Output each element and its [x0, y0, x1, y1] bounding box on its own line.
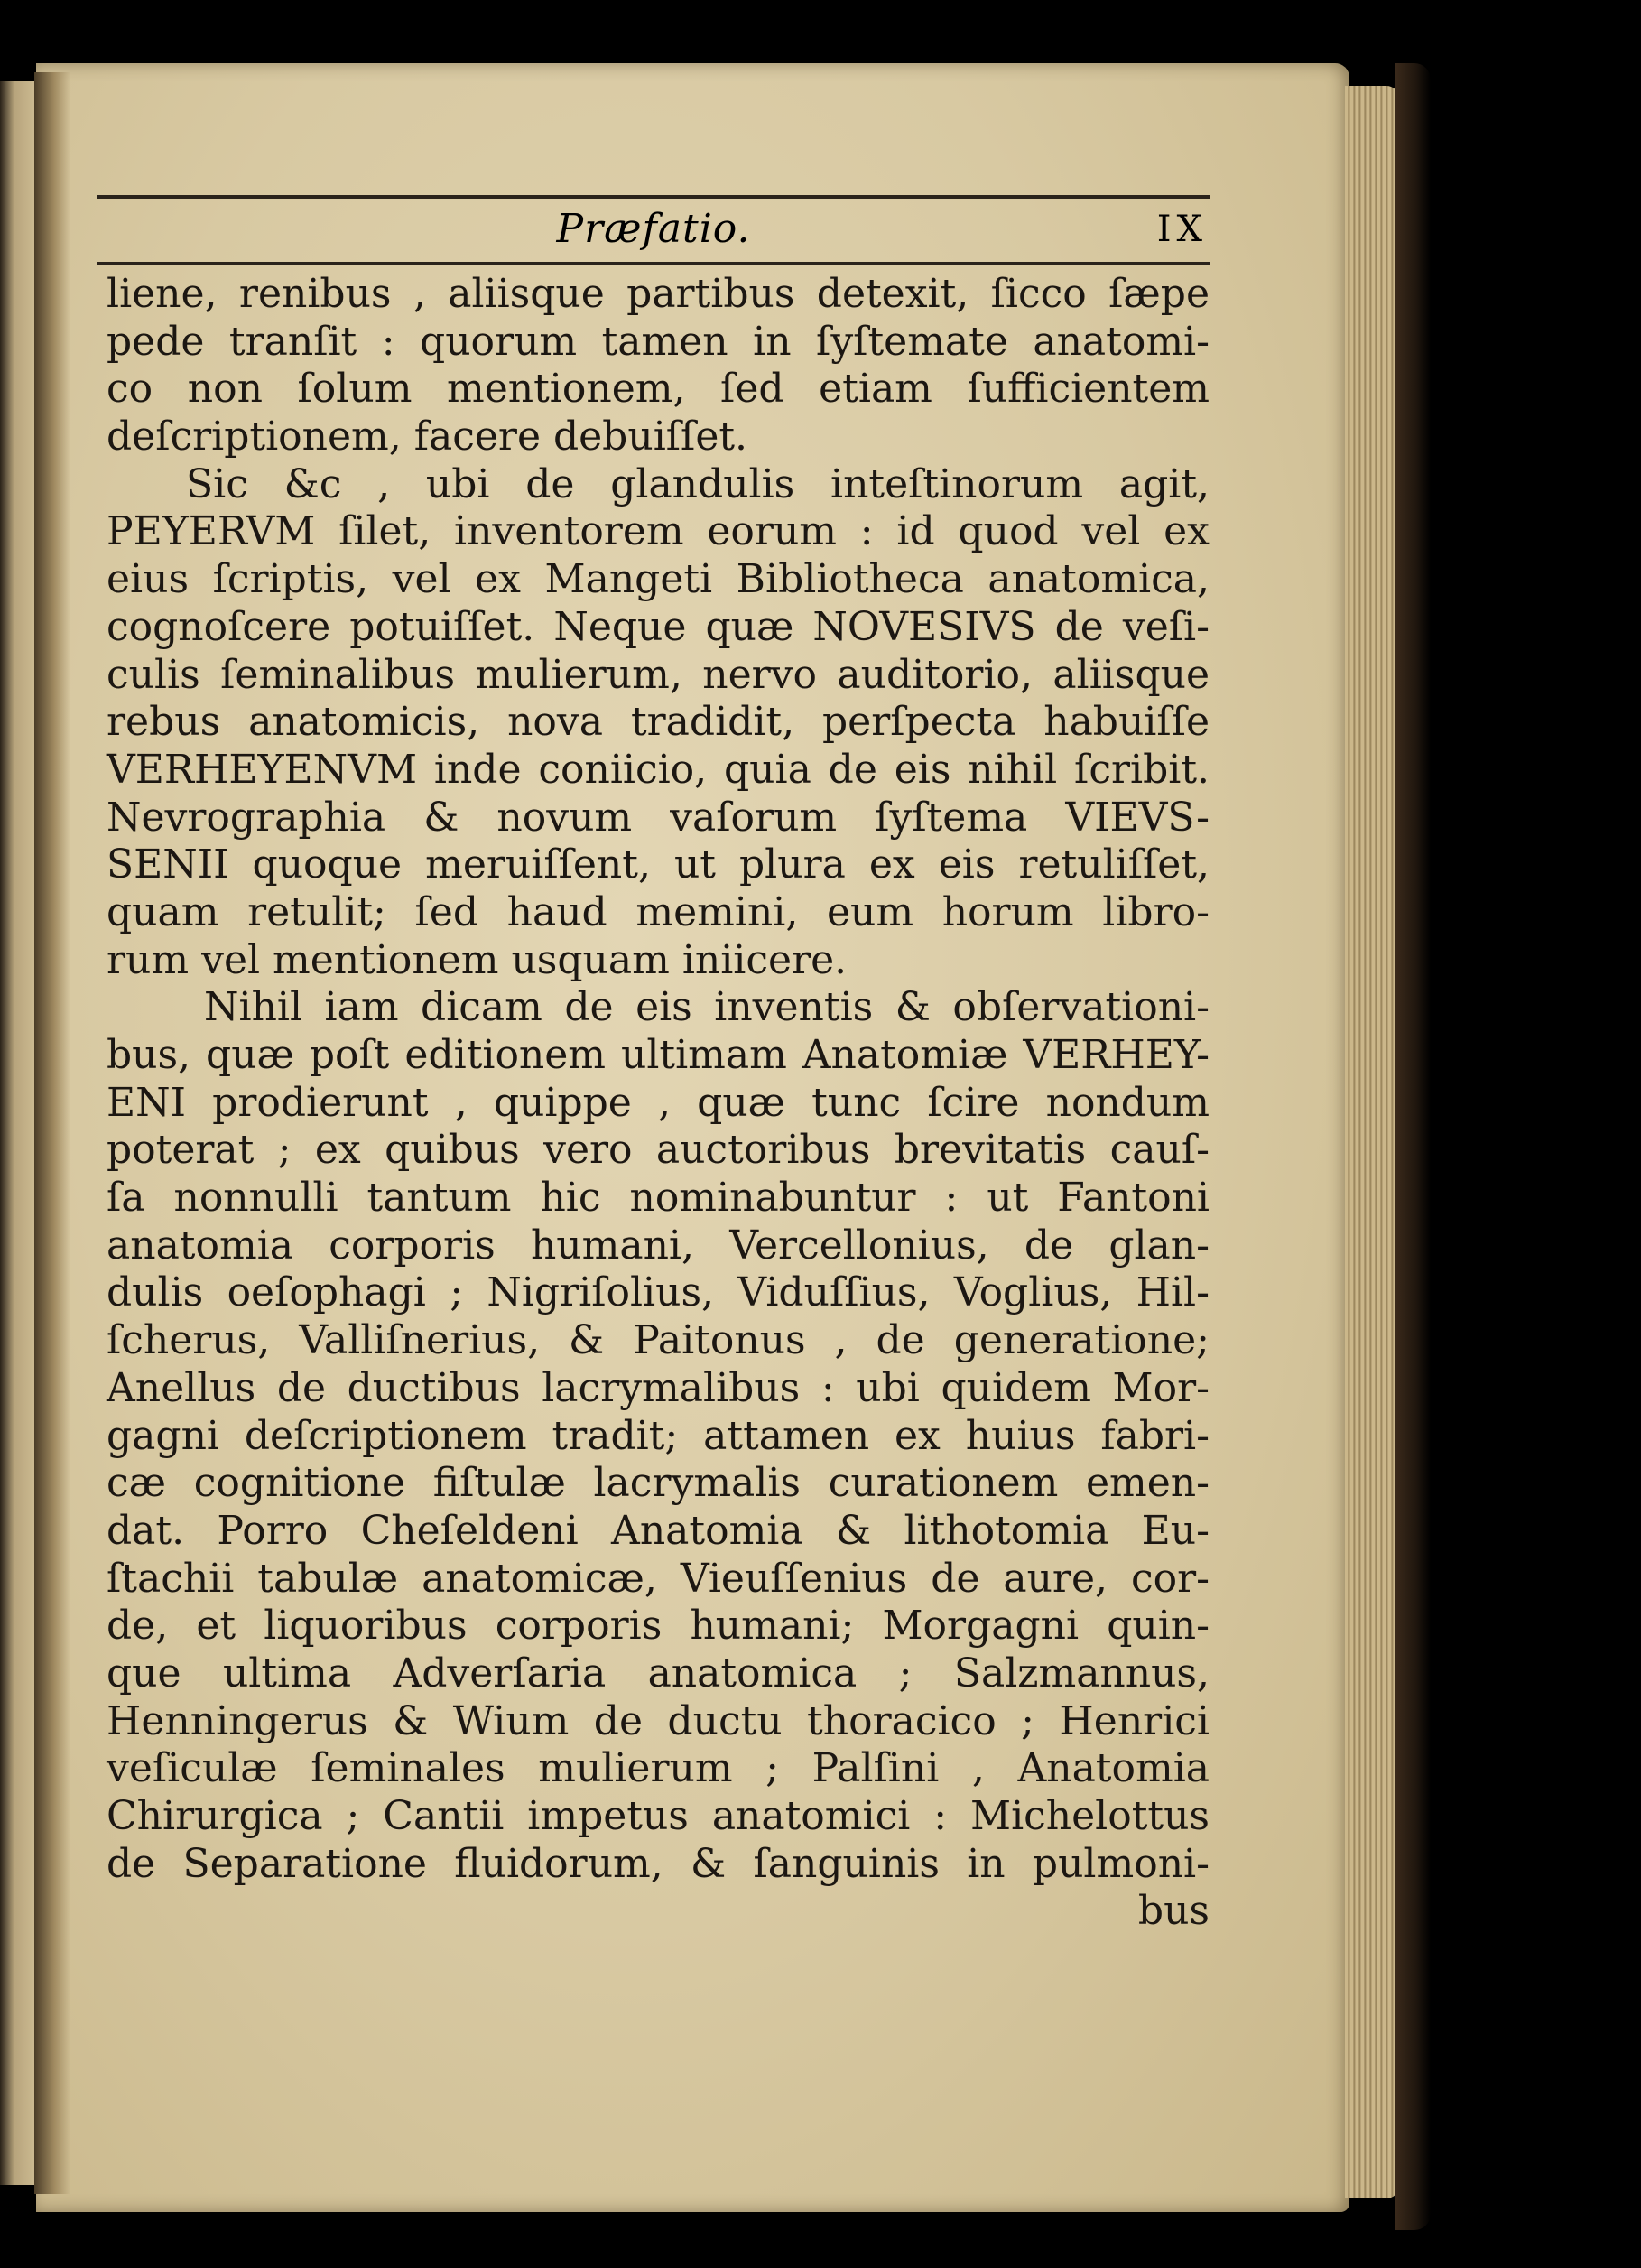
body-text: [107, 271, 1210, 1936]
page-stack-edges: [1345, 86, 1399, 2198]
text-line: eius ſcriptis, vel ex Mangeti Bibliotheca anatomica,: [107, 556, 1210, 603]
page-gutter-shadow: [34, 72, 70, 2194]
running-title: Præfatio.: [556, 206, 751, 252]
text-line: Sic &c , ubi de glandulis inteſtinorum agit,: [186, 460, 1210, 507]
text-line: Anellus de ductibus lacrymalibus : ubi quidem Mor-: [107, 1364, 1210, 1411]
text-line: rum vel mentionem usquam iniicere.: [107, 936, 848, 983]
text-line: bus, quæ poſt editionem ultimam Anatomiæ VERHEY-: [107, 1032, 1210, 1078]
text-line: ſtachii tabulæ anatomicæ, Vieuſſenius de aure, cor-: [107, 1555, 1210, 1602]
text-line: culis ſeminalibus mulierum, nervo auditorio, aliisque: [107, 651, 1210, 698]
text-line: poterat ; ex quibus vero auctoribus brevitatis cauſ-: [107, 1127, 1210, 1174]
catchword: bus: [1137, 1888, 1210, 1935]
text-line: Henningerus & Wium de ductu thoracico ; Henrici: [107, 1697, 1210, 1744]
text-line: liene, renibus , aliisque partibus detexit, ſicco ſæpe: [107, 271, 1210, 317]
text-line: dat. Porro Cheſeldeni Anatomia & lithotomia Eu-: [107, 1507, 1210, 1554]
text-line: Nevrographia & novum vaſorum ſyſtema VIEVS-: [107, 794, 1210, 841]
text-line: Nihil iam dicam de eis inventis & obſervationi-: [204, 984, 1210, 1031]
text-line: cognoſcere potuiſſet. Neque quæ NOVESIVS de veſi-: [107, 603, 1210, 650]
text-line: dulis oeſophagi ; Nigriſolius, Viduſſius, Voglius, Hil-: [107, 1269, 1210, 1316]
header-rule-top: [97, 195, 1210, 199]
text-line: ſcherus, Valliſnerius, & Paitonus , de generatione;: [107, 1317, 1210, 1364]
running-head: [97, 200, 1210, 258]
text-line: VERHEYENVM inde coniicio, quia de eis nihil ſcribit.: [107, 746, 1210, 793]
text-line: cæ cognitione fiſtulæ lacrymalis curationem emen-: [107, 1460, 1210, 1507]
text-line: gagni deſcriptionem tradit; attamen ex huius fabri-: [107, 1412, 1210, 1459]
text-line: de Separatione fluidorum, & ſanguinis in pulmoni-: [107, 1840, 1210, 1887]
text-line: co non ſolum mentionem, ſed etiam ſufficientem: [107, 366, 1210, 413]
text-line: PEYERVM ſilet, inventorem eorum : id quod vel ex: [107, 508, 1210, 555]
previous-page-edge: [0, 81, 36, 2185]
text-line: pede tranſit : quorum tamen in ſyſtemate anatomi-: [107, 318, 1210, 365]
text-line: ſa nonnulli tantum hic nominabuntur : ut Fantoni: [107, 1175, 1210, 1222]
text-line: quam retulit; ſed haud memini, eum horum libro-: [107, 888, 1210, 935]
text-line: SENII quoque meruiſſent, ut plura ex eis retuliſſet,: [107, 841, 1210, 888]
text-line: de, et liquoribus corporis humani; Morgagni quin-: [107, 1603, 1210, 1650]
header-rule-bottom: [97, 262, 1210, 265]
page-number: IX: [1156, 209, 1208, 250]
text-line: rebus anatomicis, nova tradidit, perſpecta habuiſſe: [107, 699, 1210, 746]
text-line: deſcriptionem, facere debuiſſet.: [107, 414, 748, 460]
text-line: anatomia corporis humani, Vercellonius, de glan-: [107, 1222, 1210, 1269]
text-line: veſiculæ ſeminales mulierum ; Palſini , Anatomia: [107, 1745, 1210, 1792]
book-binding: [1395, 63, 1431, 2230]
text-line: Chirurgica ; Cantii impetus anatomici : Michelottus: [107, 1793, 1210, 1839]
text-line: que ultima Adverſaria anatomica ; Salzmannus,: [107, 1650, 1210, 1696]
text-line: ENI prodierunt , quippe , quæ tunc ſcire nondum: [107, 1079, 1210, 1126]
